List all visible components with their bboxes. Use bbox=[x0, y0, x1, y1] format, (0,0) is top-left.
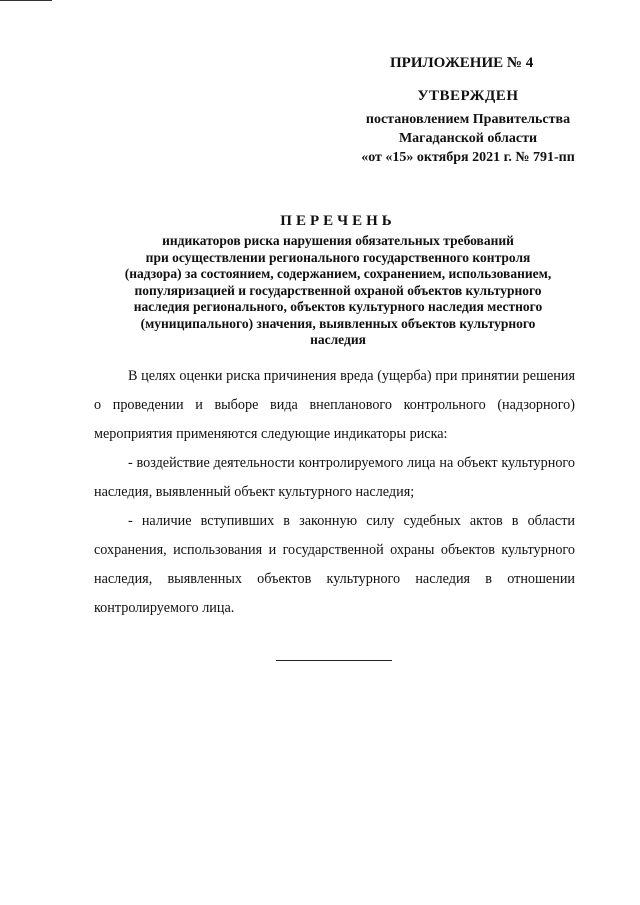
approval-line: Магаданской области bbox=[398, 131, 538, 146]
subtitle-line: наследия bbox=[310, 332, 366, 347]
body-list-item: - воздействие деятельности контролируемого лица на объект культурного наследия, выявленный объект культурного наследия; bbox=[94, 455, 575, 500]
subtitle-line: индикаторов риска нарушения обязательных требований bbox=[162, 233, 514, 248]
subtitle-line: (муниципального) значения, выявленных объектов культурного bbox=[140, 315, 536, 331]
approved-heading: УТВЕРЖДЕН bbox=[417, 88, 519, 104]
body-list-item: - наличие вступивших в законную силу судебных актов в области сохранения, использования и государственной охраны объектов культурного наследия, выявленных объектов культурного наследия в отношении контролируемого лица. bbox=[94, 513, 575, 616]
document-title: ПЕРЕЧЕНЬ bbox=[280, 213, 396, 229]
document-body bbox=[94, 362, 575, 623]
title-subtitle bbox=[88, 233, 588, 349]
approval-line: «от «15» октября 2021 г. № 791-пп bbox=[361, 150, 575, 165]
document-title-block bbox=[88, 213, 588, 349]
subtitle-line: (надзора) за состоянием, содержанием, сохранением, использованием, bbox=[124, 266, 552, 281]
subtitle-line: популяризацией и государственной охраной объектов культурного bbox=[134, 282, 542, 298]
top-edge-rule bbox=[0, 0, 52, 1]
subtitle-line: наследия регионального, объектов культурного наследия местного bbox=[133, 299, 543, 314]
approval-block bbox=[346, 87, 590, 167]
closing-rule bbox=[276, 660, 392, 661]
appendix-number: ПРИЛОЖЕНИЕ № 4 bbox=[390, 55, 534, 71]
body-paragraph: В целях оценки риска причинения вреда (ущерба) при принятии решения о проведении и выборе вида внепланового контрольного (надзорного) мероприятия применяются следующие индикаторы риска: bbox=[94, 368, 575, 442]
approval-line: постановлением Правительства bbox=[365, 112, 571, 127]
subtitle-line: при осуществлении регионального государственного контроля bbox=[145, 249, 531, 265]
